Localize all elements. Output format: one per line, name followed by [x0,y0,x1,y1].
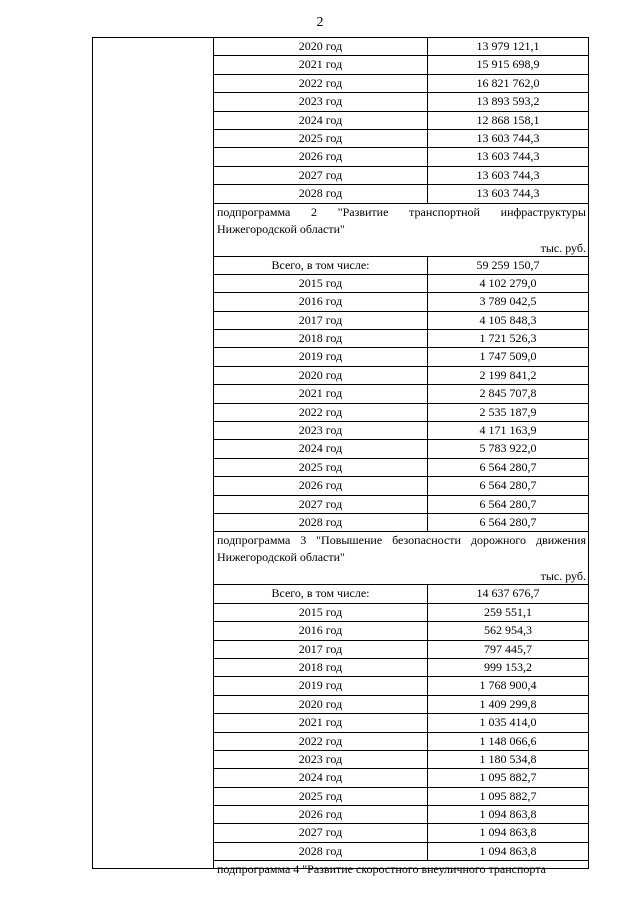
value-cell: 4 102 279,0 [427,275,588,292]
table-row [214,312,588,330]
subprogram2-rows [214,257,588,533]
table-row [214,843,588,861]
table-row [214,769,588,787]
year-cell: 2025 год [298,130,343,145]
year-cell: 2028 год [298,843,343,858]
subprogram2-title: подпрограмма 2 "Развитие транспортной инфраструктуры Нижегородской области" [217,204,586,236]
year-cell: 2019 год [298,678,343,693]
year-cell: 2024 год [298,112,343,127]
value-cell: 13 603 744,3 [427,130,588,147]
year-cell: 2027 год [298,496,343,511]
table-row [214,459,588,477]
year-cell: 2017 год [298,641,343,656]
table-row [214,257,588,275]
value-cell: 1 180 534,8 [427,751,588,768]
value-cell: 2 845 707,8 [427,385,588,402]
table-row [214,641,588,659]
table-row [214,677,588,695]
value-cell: 1 747 509,0 [427,348,588,365]
year-cell: 2027 год [298,167,343,182]
table-row [214,275,588,293]
year-cell: 2028 год [298,514,343,529]
table-row [214,714,588,732]
table-row [214,404,588,422]
year-cell: 2023 год [298,423,343,438]
table-row [214,293,588,311]
subprogram3-title: подпрограмма 3 "Повышение безопасности дорожного движения Нижегородской области" [217,533,586,565]
value-cell: 562 954,3 [427,622,588,639]
year-cell: 2026 год [298,807,343,822]
value-cell: 1 721 526,3 [427,330,588,347]
table-row [214,440,588,458]
value-cell: 6 564 280,7 [427,477,588,494]
value-cell: 5 783 922,0 [427,440,588,457]
value-cell: 15 915 698,9 [427,56,588,73]
table-row [214,167,588,185]
year-cell: 2016 год [298,623,343,638]
value-cell: 999 153,2 [427,659,588,676]
table-row [214,385,588,403]
value-cell: 3 789 042,5 [427,293,588,310]
value-cell: 4 171 163,9 [427,422,588,439]
financing-table [92,37,589,877]
value-cell: 6 564 280,7 [427,514,588,531]
year-cell: 2016 год [298,294,343,309]
value-cell: 6 564 280,7 [427,496,588,513]
year-cell: 2023 год [298,94,343,109]
table-row [214,496,588,514]
value-cell: 1 095 882,7 [427,788,588,805]
year-cell: 2018 год [298,659,343,674]
table-row [214,788,588,806]
year-cell: 2021 год [298,715,343,730]
year-cell: 2025 год [298,788,343,803]
year-cell: 2017 год [298,312,343,327]
value-cell: 13 603 744,3 [427,167,588,184]
value-cell: 1 094 863,8 [427,806,588,823]
year-cell: 2020 год [298,696,343,711]
year-cell: Всего, в том числе: [271,257,370,272]
value-cell: 13 893 593,2 [427,93,588,110]
block1-rows [214,38,588,204]
table-row [214,514,588,532]
value-cell: 13 603 744,3 [427,148,588,165]
value-cell: 12 868 158,1 [427,112,588,129]
table-row [214,422,588,440]
value-cell: 1 148 066,6 [427,733,588,750]
year-cell: 2025 год [298,459,343,474]
value-cell: 2 199 841,2 [427,367,588,384]
year-cell: 2022 год [298,404,343,419]
year-cell: 2015 год [298,604,343,619]
year-cell: 2018 год [298,331,343,346]
year-cell: 2015 год [298,275,343,290]
year-cell: 2022 год [298,75,343,90]
table-row [214,75,588,93]
year-cell: 2022 год [298,733,343,748]
year-cell: 2021 год [298,57,343,72]
value-cell: 1 094 863,8 [427,843,588,860]
left-column [93,38,214,868]
value-cell: 2 535 187,9 [427,404,588,421]
value-cell: 797 445,7 [427,641,588,658]
table-row [214,56,588,74]
value-cell: 14 637 676,7 [427,585,588,602]
year-cell: 2026 год [298,478,343,493]
value-cell: 4 105 848,3 [427,312,588,329]
table-row [214,477,588,495]
table-row [214,824,588,842]
table-row [214,696,588,714]
value-cell: 59 259 150,7 [427,257,588,274]
value-cell: 13 979 121,1 [427,38,588,55]
value-cell: 259 551,1 [427,604,588,621]
year-cell: 2028 год [298,186,343,201]
year-cell: 2027 год [298,825,343,840]
year-cell: 2026 год [298,149,343,164]
subprogram4-title: подпрограмма 4 "Развитие скоростного внеуличного транспорта [217,862,546,877]
table-row [214,130,588,148]
table-row [214,622,588,640]
year-cell: 2024 год [298,441,343,456]
table-row [214,751,588,769]
value-cell: 1 094 863,8 [427,824,588,841]
year-cell: 2021 год [298,386,343,401]
table-right-section [214,38,588,879]
value-cell: 1 095 882,7 [427,769,588,786]
year-cell: 2023 год [298,751,343,766]
year-cell: 2019 год [298,349,343,364]
year-cell: 2024 год [298,770,343,785]
value-cell: 1 035 414,0 [427,714,588,731]
table-row [214,585,588,603]
table-row [214,604,588,622]
year-cell: Всего, в том числе: [271,586,370,601]
table-row [214,806,588,824]
table-row [214,733,588,751]
value-cell: 1 409 299,8 [427,696,588,713]
table-row [214,185,588,203]
year-cell: 2020 год [298,367,343,382]
value-cell: 6 564 280,7 [427,459,588,476]
value-cell: 13 603 744,3 [427,185,588,202]
table-row [214,112,588,130]
page-number: 2 [316,15,324,30]
table-row [214,148,588,166]
value-cell: 1 768 900,4 [427,677,588,694]
table-row [214,38,588,56]
subprogram2-unit: тыс. руб. [214,240,588,257]
year-cell: 2020 год [298,39,343,53]
subprogram3-rows [214,585,588,861]
subprogram3-unit: тыс. руб. [214,568,588,585]
table-row [214,367,588,385]
value-cell: 16 821 762,0 [427,75,588,92]
table-row [214,348,588,366]
table-row [214,659,588,677]
table-row [214,330,588,348]
table-row [214,93,588,111]
